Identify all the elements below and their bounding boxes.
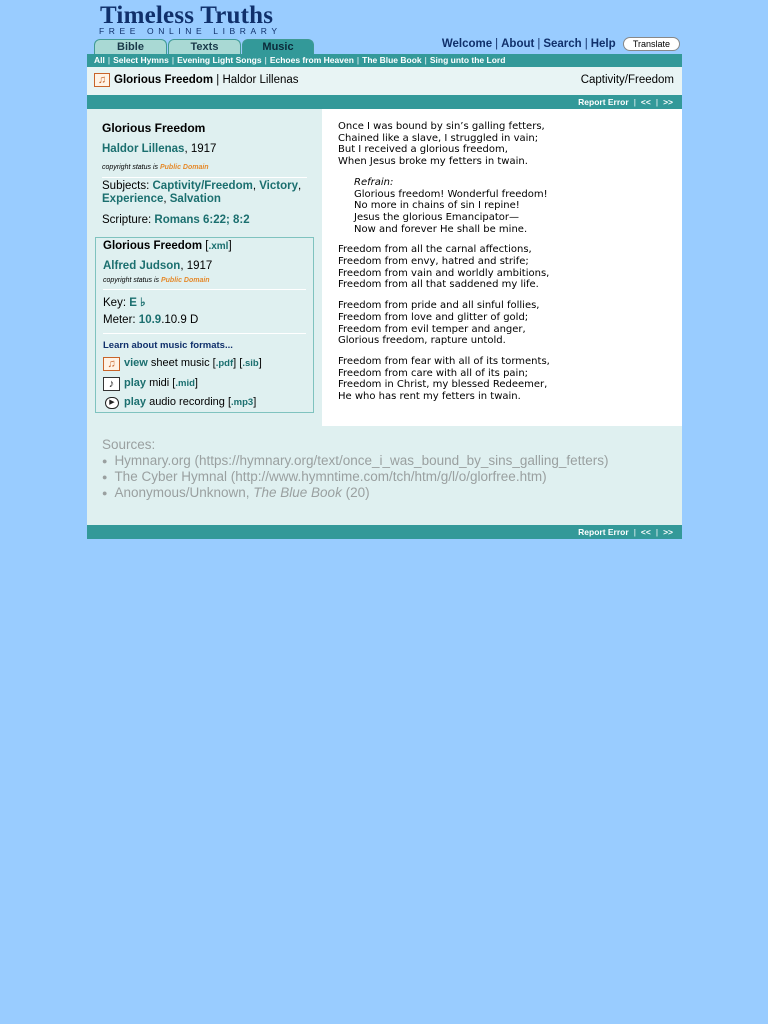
divider bbox=[102, 177, 307, 178]
text-title: Glorious Freedom bbox=[102, 121, 206, 135]
learn-music-formats-link[interactable]: Learn about music formats... bbox=[103, 340, 233, 351]
divider bbox=[103, 289, 306, 290]
subject-link[interactable]: Salvation bbox=[169, 193, 221, 205]
play-midi-link[interactable]: play bbox=[124, 377, 147, 389]
music-info-box: Glorious Freedom [.xml] Alfred Judson, 1917 copyright status is Public Domain Key: E ♭ Meter: 10.9.10.9 D Learn about music formats... ♫ view sheet music [.pdf] [.sib] ♪ play midi [.mid] ▶ play audio recording [.mp3] bbox=[95, 237, 314, 413]
sources-title: Sources: bbox=[102, 437, 156, 452]
composer-link[interactable]: Alfred Judson bbox=[103, 260, 181, 272]
subjects: Subjects: Captivity/Freedom, Victory, Experience, Salvation bbox=[102, 180, 302, 205]
hymn-title-bar bbox=[87, 67, 682, 95]
refrain: Refrain: Glorious freedom! Wonderful freedom! No more in chains of sin I repine! Jesus the glorious Emancipator— Now and forever He shall be mine. bbox=[354, 177, 550, 236]
meter-link[interactable]: 10.9 bbox=[138, 314, 162, 326]
stanza-2: Freedom from all the carnal affections, Freedom from envy, hatred and strife; Freedom from vain and worldly ambitions, Freedom from all that saddened my life. bbox=[338, 244, 550, 291]
help-link[interactable]: Help bbox=[590, 38, 616, 51]
hymn-lyrics bbox=[338, 121, 550, 412]
top-nav: Welcome | About | Search | Help Translate bbox=[442, 37, 680, 51]
tab-music[interactable]: Music bbox=[242, 39, 314, 54]
subnav-echoes-from-heaven[interactable]: Echoes from Heaven bbox=[269, 55, 354, 65]
key: Key: E ♭ bbox=[103, 297, 146, 309]
sheet-music-icon: ♫ bbox=[103, 357, 120, 371]
pdf-link[interactable]: .pdf bbox=[215, 358, 234, 369]
sib-link[interactable]: .sib bbox=[242, 358, 259, 369]
hymn-collections-nav: All | Select Hymns | Evening Light Songs | Echoes from Heaven | The Blue Book | Sing unto the Lord bbox=[87, 54, 682, 67]
view-sheet-music-link[interactable]: view bbox=[124, 357, 148, 369]
report-error-link[interactable]: Report Error bbox=[578, 527, 629, 537]
next-link[interactable]: >> bbox=[663, 527, 673, 537]
mp3-link[interactable]: .mp3 bbox=[231, 397, 254, 408]
stanza-1: Once I was bound by sin’s galling fetters, Chained like a slave, I struggled in vain; But I received a glorious freedom, When Jesus broke my fetters in twain. bbox=[338, 121, 545, 168]
tune-title: Glorious Freedom [.xml] bbox=[103, 240, 232, 252]
search-link[interactable]: Search bbox=[543, 38, 582, 51]
sheet-music-icon: ♫ bbox=[94, 73, 110, 87]
subnav-evening-light-songs[interactable]: Evening Light Songs bbox=[177, 55, 262, 65]
source-item: ● Hymnary.org (https://hymnary.org/text/once_i_was_bound_by_sins_galling_fetters) bbox=[102, 453, 609, 468]
stanza-4: Freedom from fear with all of its torments, Freedom from care with all of its pain; Freedom in Christ, my blessed Redeemer, He who has rent my fetters in twain. bbox=[338, 355, 550, 403]
logo-title: Timeless Truths bbox=[100, 2, 274, 29]
meter: Meter: 10.9.10.9 D bbox=[103, 314, 199, 326]
mid-link[interactable]: .mid bbox=[175, 378, 195, 389]
refrain-label: Refrain: bbox=[354, 176, 394, 188]
source-item: ● The Cyber Hymnal (http://www.hymntime.com/tch/htm/g/l/o/glorfree.htm) bbox=[102, 468, 547, 484]
subnav-select-hymns[interactable]: Select Hymns bbox=[113, 55, 169, 65]
about-link[interactable]: About bbox=[501, 38, 535, 51]
public-domain-link[interactable]: Public Domain bbox=[159, 164, 209, 171]
subject-link[interactable]: Experience bbox=[102, 193, 164, 205]
hymn-info-panel bbox=[87, 109, 322, 426]
main-content bbox=[87, 109, 682, 426]
sources-list bbox=[102, 453, 672, 501]
midi-icon: ♪ bbox=[103, 377, 120, 391]
prev-link[interactable]: << bbox=[640, 97, 651, 107]
tab-texts[interactable]: Texts bbox=[168, 39, 241, 54]
logo-subtitle: FREE ONLINE LIBRARY bbox=[99, 26, 282, 36]
scripture: Scripture: Romans 6:22; 8:2 bbox=[102, 214, 250, 226]
key-link[interactable]: E ♭ bbox=[129, 297, 146, 309]
subject-link[interactable]: Captivity/Freedom bbox=[152, 180, 253, 192]
tab-bible[interactable]: Bible bbox=[94, 39, 167, 54]
public-domain-link[interactable]: Public Domain bbox=[160, 277, 210, 284]
welcome-link[interactable]: Welcome bbox=[441, 38, 493, 51]
page-nav-bottom: Report Error | << | >> bbox=[87, 525, 682, 539]
translate-button[interactable]: Translate bbox=[623, 37, 680, 51]
category-link[interactable]: Captivity/Freedom bbox=[580, 74, 674, 86]
sources-section bbox=[87, 426, 682, 525]
tune-copyright: copyright status is Public Domain bbox=[103, 277, 210, 284]
text-copyright: copyright status is Public Domain bbox=[102, 164, 209, 171]
tune-composer: Alfred Judson, 1917 bbox=[103, 260, 213, 272]
subnav-all[interactable]: All bbox=[94, 55, 105, 65]
hymn-heading: Glorious Freedom | Haldor Lillenas bbox=[114, 74, 299, 86]
author-link[interactable]: Haldor Lillenas bbox=[102, 143, 185, 155]
play-icon: ▶ bbox=[105, 397, 119, 409]
subnav-sing-unto-the-lord[interactable]: Sing unto the Lord bbox=[429, 55, 506, 65]
page-nav-top: Report Error | << | >> bbox=[87, 95, 682, 109]
scripture-link[interactable]: Romans 6:22; 8:2 bbox=[154, 214, 250, 226]
subject-link[interactable]: Victory bbox=[259, 180, 298, 192]
xml-link[interactable]: .xml bbox=[208, 241, 229, 252]
report-error-link[interactable]: Report Error bbox=[578, 97, 629, 107]
text-author: Haldor Lillenas, 1917 bbox=[102, 143, 217, 155]
site-logo[interactable] bbox=[97, 0, 317, 40]
divider bbox=[103, 333, 306, 334]
prev-link[interactable]: << bbox=[640, 527, 651, 537]
play-audio-link[interactable]: play bbox=[124, 396, 147, 408]
subnav-the-blue-book[interactable]: The Blue Book bbox=[362, 55, 422, 65]
next-link[interactable]: >> bbox=[663, 97, 673, 107]
source-item: ● Anonymous/Unknown, The Blue Book (20) bbox=[102, 484, 370, 500]
stanza-3: Freedom from pride and all sinful follies, Freedom from love and glitter of gold; Freedom from evil temper and anger, Glorious freedom, rapture untold. bbox=[338, 300, 540, 347]
